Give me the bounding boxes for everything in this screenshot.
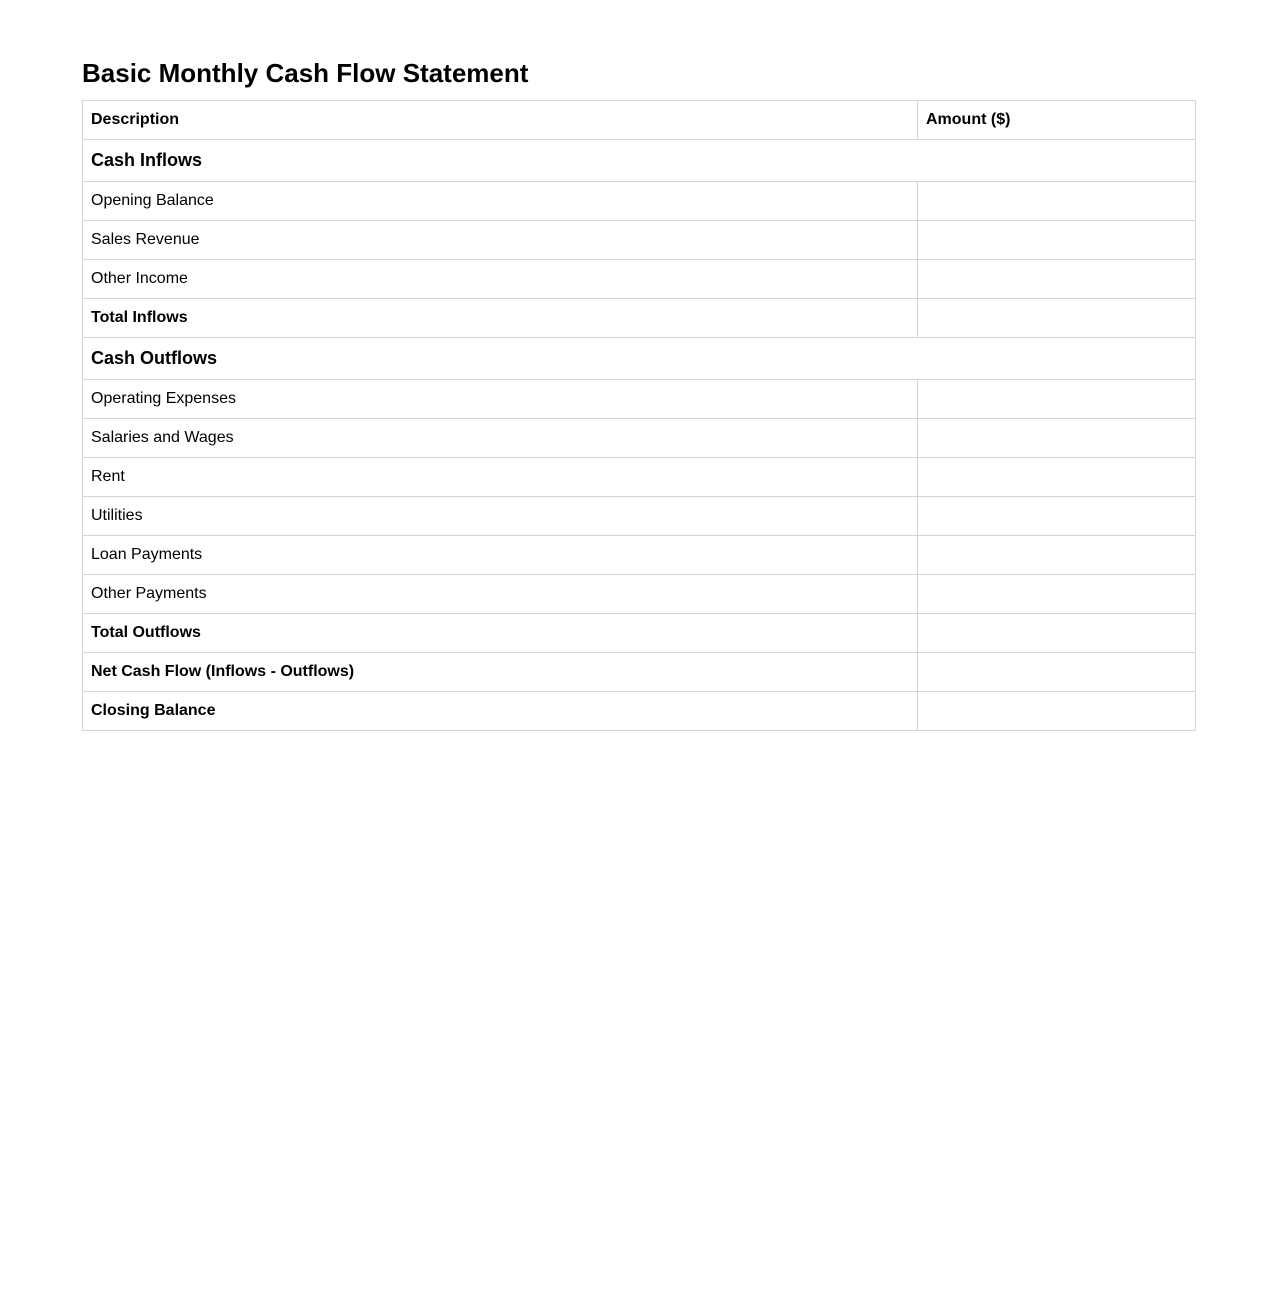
amount-cell <box>918 419 1196 458</box>
amount-cell <box>918 221 1196 260</box>
table-row <box>83 536 1196 575</box>
total-row <box>83 692 1196 731</box>
amount-cell <box>918 536 1196 575</box>
table-row <box>83 221 1196 260</box>
total-row <box>83 299 1196 338</box>
table-row <box>83 260 1196 299</box>
amount-cell <box>918 260 1196 299</box>
amount-cell <box>918 653 1196 692</box>
row-label: Other Income <box>83 260 918 299</box>
document <box>82 56 1196 731</box>
row-label: Utilities <box>83 497 918 536</box>
amount-cell <box>918 380 1196 419</box>
row-label: Total Inflows <box>83 299 918 338</box>
amount-cell <box>918 458 1196 497</box>
section-header-row <box>83 338 1196 380</box>
row-label: Other Payments <box>83 575 918 614</box>
row-label: Closing Balance <box>83 692 918 731</box>
cash-flow-table <box>82 100 1196 731</box>
row-label: Cash Inflows <box>83 140 1196 182</box>
table-row <box>83 497 1196 536</box>
section-header-row <box>83 140 1196 182</box>
amount-cell <box>918 299 1196 338</box>
total-row <box>83 653 1196 692</box>
table-row <box>83 419 1196 458</box>
row-label: Salaries and Wages <box>83 419 918 458</box>
row-label: Loan Payments <box>83 536 918 575</box>
amount-cell <box>918 575 1196 614</box>
row-label: Sales Revenue <box>83 221 918 260</box>
header-amount: Amount ($) <box>918 101 1196 140</box>
table-row <box>83 458 1196 497</box>
row-label: Total Outflows <box>83 614 918 653</box>
table-header-row <box>83 101 1196 140</box>
page-title: Basic Monthly Cash Flow Statement <box>82 58 529 88</box>
row-label: Cash Outflows <box>83 338 1196 380</box>
table-row <box>83 380 1196 419</box>
row-label: Opening Balance <box>83 182 918 221</box>
table-row <box>83 182 1196 221</box>
amount-cell <box>918 182 1196 221</box>
row-label: Net Cash Flow (Inflows - Outflows) <box>83 653 918 692</box>
header-description: Description <box>83 101 918 140</box>
total-row <box>83 614 1196 653</box>
amount-cell <box>918 497 1196 536</box>
amount-cell <box>918 692 1196 731</box>
row-label: Rent <box>83 458 918 497</box>
amount-cell <box>918 614 1196 653</box>
table-row <box>83 575 1196 614</box>
row-label: Operating Expenses <box>83 380 918 419</box>
